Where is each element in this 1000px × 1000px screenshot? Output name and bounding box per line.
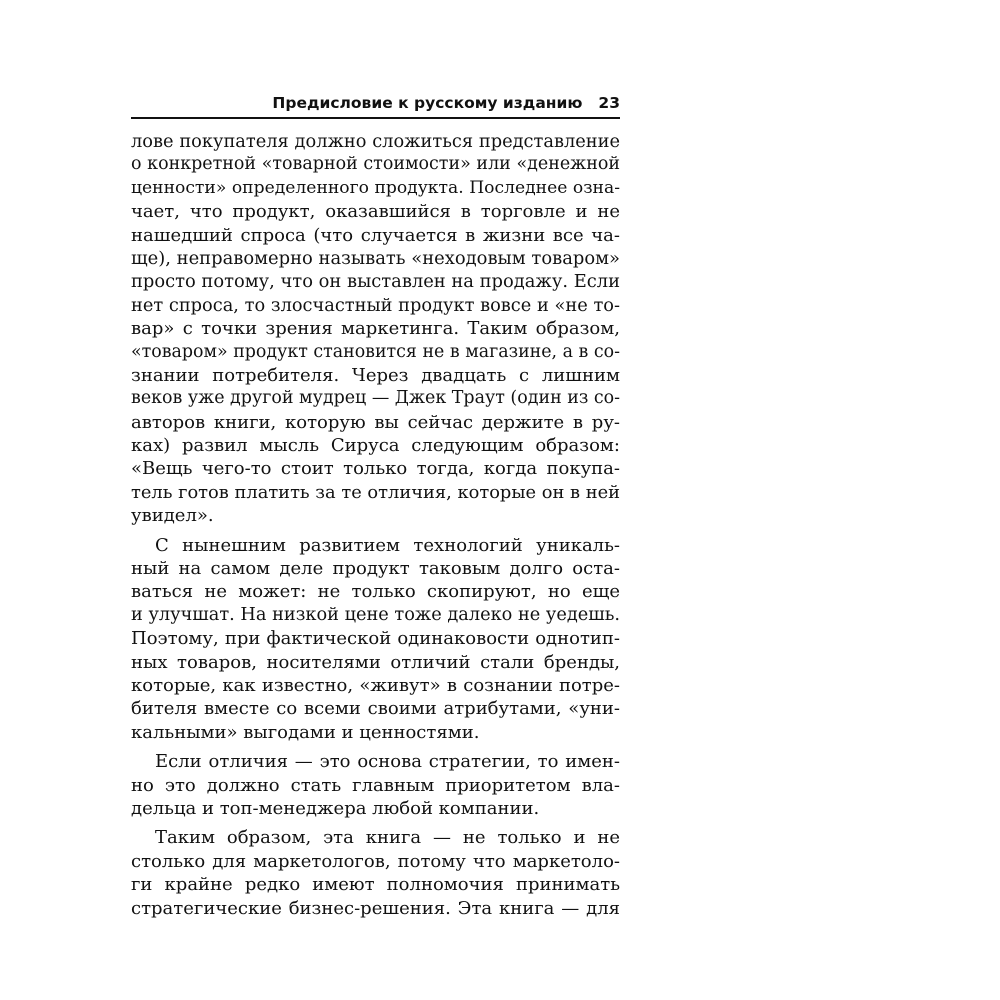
running-head	[131, 92, 620, 114]
text-line: но это должно стать главным приоритетом вла-	[131, 774, 620, 796]
text-line: ценности» определенного продукта. Последнее озна-	[131, 177, 620, 198]
body-text	[131, 130, 620, 920]
paragraph-1	[131, 130, 620, 528]
text-line: столько для маркетологов, потому что маркетоло-	[131, 850, 620, 872]
text-line: стратегические бизнес-решения. Эта книга — для	[131, 897, 620, 919]
text-line: ваться не может: не только скопируют, но еще	[131, 581, 620, 603]
text-line: чает, что продукт, оказавшийся в торговле и не	[131, 201, 620, 223]
text-line: Если отличия — это основа стратегии, то имен-	[155, 751, 620, 773]
text-line: знании потребителя. Через двадцать с лишним	[131, 364, 620, 386]
text-line: которые, как известно, «живут» в сознании потре-	[131, 674, 620, 696]
text-line: дельца и топ-менеджера любой компании.	[131, 797, 540, 819]
text-line: «товаром» продукт становится не в магазине, а в со-	[131, 341, 620, 362]
text-line: ще), неправомерно называть «неходовым товаром»	[131, 247, 620, 269]
paragraph-3	[131, 750, 620, 820]
text-line: и улучшат. На низкой цене тоже далеко не уедешь.	[131, 604, 620, 625]
paragraph-2	[131, 534, 620, 745]
text-line: ных товаров, носителями отличий стали бренды,	[131, 651, 620, 673]
text-line: тель готов платить за те отличия, которые он в ней	[131, 481, 621, 503]
text-line: С нынешним развитием технологий уникаль-	[155, 534, 620, 556]
text-line: увидел».	[131, 505, 214, 527]
text-line: лове покупателя должно сложиться представление	[131, 131, 620, 152]
text-line: Таким образом, эта книга — не только и не	[155, 827, 620, 849]
text-line: «Вещь чего-то стоит только тогда, когда покупа-	[131, 458, 620, 480]
text-line: просто потому, что он выставлен на продажу. Если	[131, 271, 620, 293]
text-line: ги крайне редко имеют полномочия принимать	[131, 874, 620, 896]
text-line: веков уже другой мудрец — Джек Траут (один из со-	[131, 388, 621, 409]
page-number: 23	[598, 94, 620, 112]
header-rule	[131, 117, 620, 119]
paragraph-4	[131, 826, 620, 920]
text-line: кальными» выгодами и ценностями.	[131, 721, 480, 743]
text-line: бителя вместе со всеми своими атрибутами, «уни-	[131, 698, 620, 720]
text-line: нашедший спроса (что случается в жизни все ча-	[131, 224, 620, 246]
running-head-title: Предисловие к русскому изданию	[272, 94, 583, 112]
text-line: авторов книги, которую вы сейчас держите в ру-	[131, 411, 620, 433]
text-line: Поэтому, при фактической одинаковости однотип-	[131, 628, 620, 650]
text-line: нет спроса, то злосчастный продукт вовсе и «не то-	[131, 294, 620, 316]
text-line: ный на самом деле продукт таковым долго оста-	[131, 558, 620, 580]
text-line: ках) развил мысль Сируса следующим образом:	[131, 435, 620, 457]
text-line: о конкретной «товарной стоимости» или «денежной	[131, 154, 620, 175]
text-line: вар» с точки зрения маркетинга. Таким образом,	[131, 318, 620, 340]
